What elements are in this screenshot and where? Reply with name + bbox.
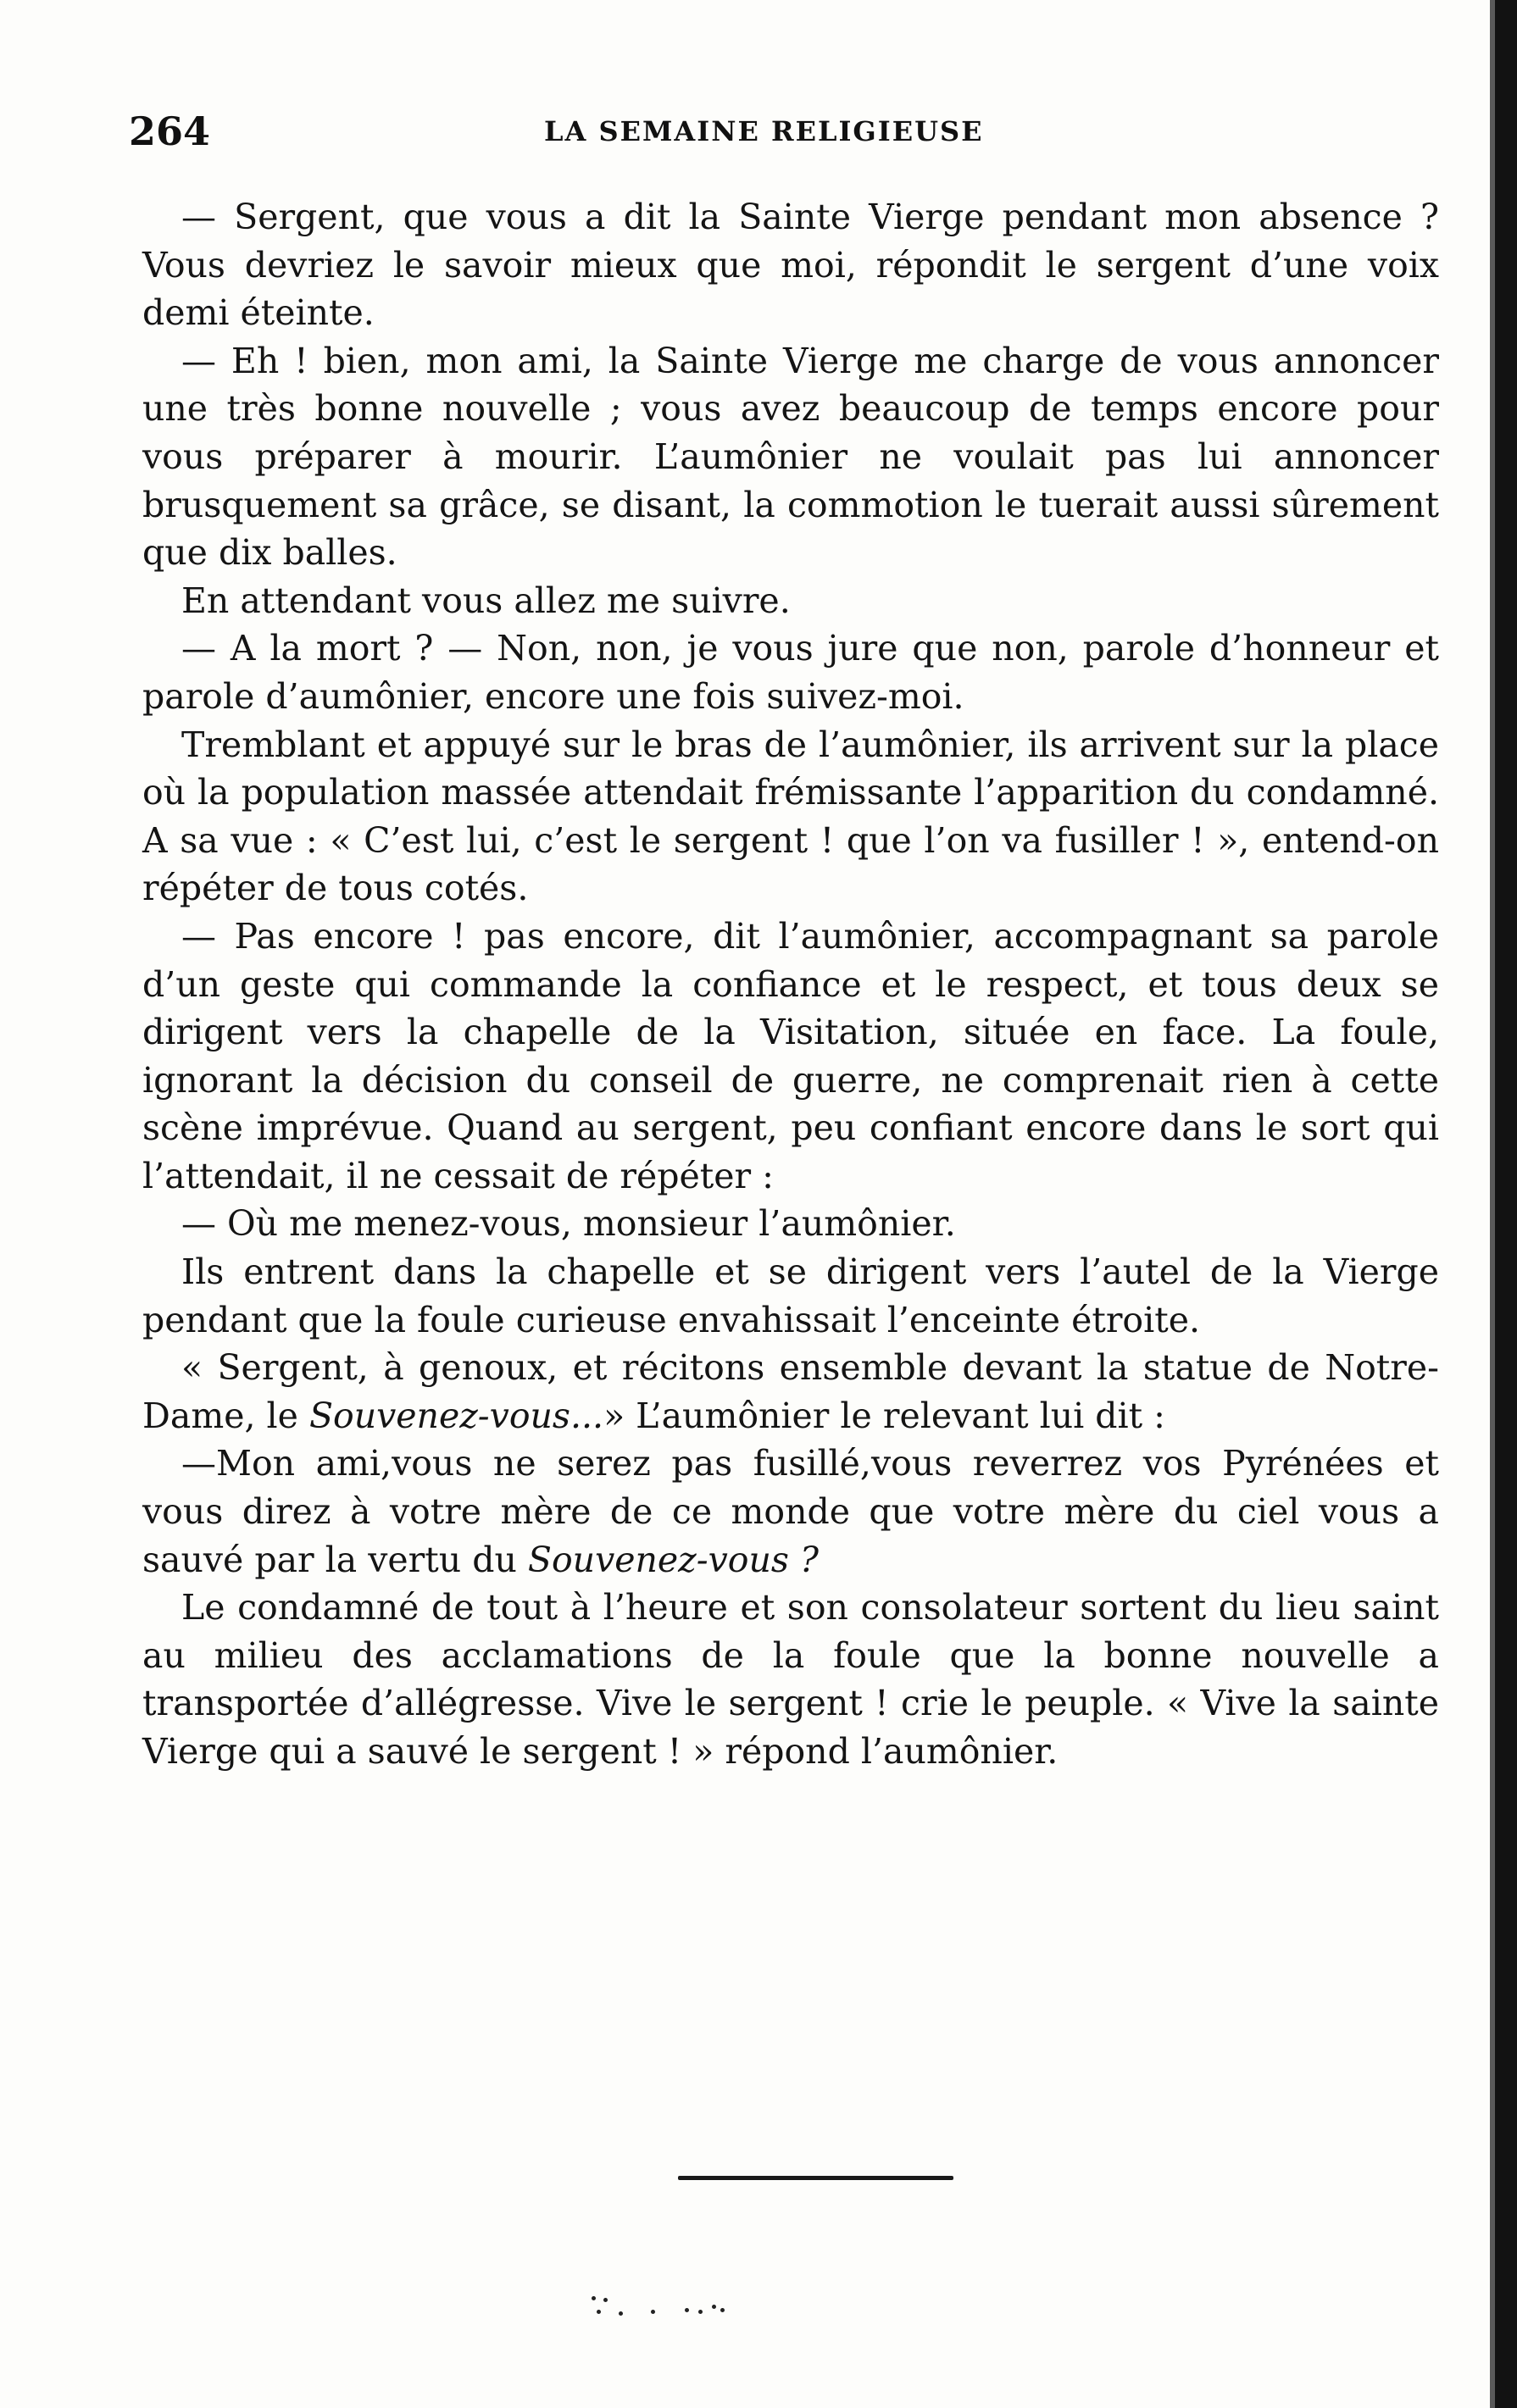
paragraph-text: —Mon ami,vous ne serez pas fusillé,vous reverrez vos Pyrénées et vous direz à votre mère de ce monde que votre mère du ciel vous a sauvé par la vertu du (142, 1443, 1439, 1580)
binding-edge (1495, 0, 1517, 2408)
paragraph-text: « Sergent, à genoux, et récitons ensemble devant la statue de Notre-Dame, le (142, 1347, 1439, 1436)
paragraph: — Sergent, que vous a dit la Sainte Vierge pendant mon absence ? Vous devriez le savoir mieux que moi, répondit le sergent d’une voix demi éteinte. (142, 197, 1439, 334)
paragraph: — A la mort ? — Non, non, je vous jure que non, parole d’honneur et parole d’aumônier, encore une fois suivez-moi. (142, 628, 1439, 717)
paragraph: En attendant vous allez me suivre. (181, 580, 791, 621)
paragraph: Ils entrent dans la chapelle et se dirigent vers l’autel de la Vierge pendant que la foule curieuse envahissait l’enceinte étroite. (142, 1251, 1439, 1340)
section-end-rule (678, 2176, 953, 2180)
paragraph: Tremblant et appuyé sur le bras de l’aumônier, ils arrivent sur la place où la population massée attendait frémissante l’apparition du condamné. A sa vue : « C’est lui, c’est le sergent ! que l’on va fusiller ! », entend-on répéter de tous cotés. (142, 724, 1439, 909)
paragraph-text: » L’aumônier le relevant lui dit : (603, 1395, 1165, 1436)
paragraph: — Eh ! bien, mon ami, la Sainte Vierge me charge de vous annoncer une très bonne nouvelle ; vous avez beaucoup de temps encore pour vous préparer à mourir. L’aumônier ne voulait pas lui annoncer brusquement sa grâce, se disant, la commotion le tuerait aussi sûrement que dix balles. (142, 340, 1439, 574)
paragraph: — Pas encore ! pas encore, dit l’aumônier, accompagnant sa parole d’un geste qui commande la confiance et le respect, et tous deux se dirigent vers la chapelle de la Visitation, située en face. La foule, ignorant la décision du conseil de guerre, ne comprenait rien à cette scène imprévue. Quand au sergent, peu confiant encore dans le sort qui l’attendait, il ne cessait de répéter : (142, 915, 1439, 1196)
paragraph (142, 1440, 1439, 1584)
paragraph: Le condamné de tout à l’heure et son consolateur sortent du lieu saint au milieu des acclamations de la foule que la bonne nouvelle a transportée d’allégresse. Vive le sergent ! crie le peuple. « Vive la sainte Vierge qui a sauvé le sergent ! » répond l’aumônier. (142, 1587, 1439, 1772)
speck (603, 2298, 608, 2302)
speck (597, 2310, 601, 2314)
speck (685, 2308, 689, 2312)
speck (720, 2308, 725, 2312)
page-header (129, 108, 1434, 168)
italic-text: Souvenez-vous ? (527, 1539, 819, 1580)
page-number: 264 (129, 108, 211, 154)
speck (592, 2296, 596, 2300)
print-specks (585, 2293, 754, 2318)
italic-text: Souvenez-vous... (308, 1395, 604, 1436)
speck (619, 2311, 623, 2316)
speck (712, 2305, 716, 2309)
paragraph (142, 1344, 1439, 1440)
body-text (142, 193, 1439, 1776)
speck (651, 2310, 655, 2314)
speck (698, 2310, 703, 2314)
paragraph: — Où me menez-vous, monsieur l’aumônier. (181, 1203, 956, 1245)
running-title: LA SEMAINE RELIGIEUSE (544, 115, 984, 147)
